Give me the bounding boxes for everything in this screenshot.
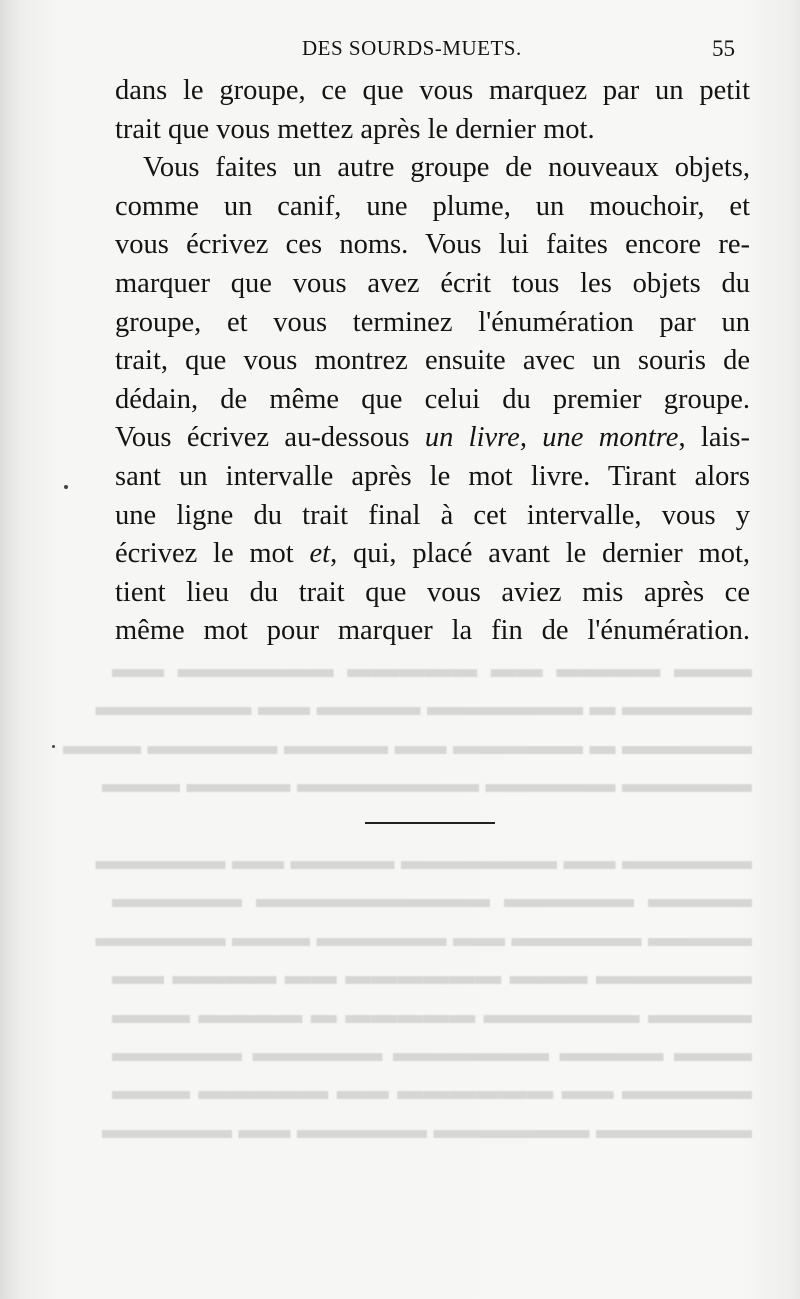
- paragraph-first-line: Vous faites un autre groupe de nouveaux objets,: [143, 152, 750, 184]
- print-speck: [52, 745, 55, 748]
- text-line: même mot pour marquer la fin de l'énumération.: [115, 615, 750, 647]
- text-line: dans le groupe, ce que vous marquez par un petit: [115, 75, 750, 106]
- text-segment: Vous écrivez au-dessous: [115, 422, 425, 454]
- text-line: marquer que vous avez écrit tous les objets du: [115, 267, 750, 299]
- text-line: trait, que vous montrez ensuite avec un souris de: [115, 345, 750, 377]
- running-head: DES SOURDS-MUETS.: [302, 36, 522, 60]
- text-line: dédain, de même que celui du premier groupe.: [115, 383, 750, 415]
- italic-segment: et: [309, 538, 331, 570]
- text-line: vous écrivez ces noms. Vous lui faites encore re-: [115, 229, 750, 261]
- text-line-with-italic: [115, 419, 750, 458]
- section-rule: [365, 822, 495, 824]
- body-text: [115, 72, 750, 651]
- page-number: 55: [712, 36, 735, 61]
- print-speck: [64, 485, 68, 489]
- italic-segment: un livre, une montre: [424, 422, 679, 454]
- text-line: comme un canif, une plume, un mouchoir, et: [115, 190, 750, 222]
- page-header: [0, 36, 800, 70]
- text-line: une ligne du trait final à cet intervalle, vous y: [115, 499, 750, 531]
- text-segment: , lais-: [678, 422, 750, 454]
- text-segment: , qui, placé avant le dernier mot,: [330, 538, 751, 570]
- text-line: sant un intervalle après le mot livre. Tirant alors: [115, 460, 750, 492]
- text-segment: écrivez le mot: [115, 538, 310, 570]
- text-line: trait que vous mettez après le dernier mot.: [115, 113, 595, 145]
- text-line: tient lieu du trait que vous aviez mis après ce: [115, 576, 750, 608]
- text-line-with-italic: [115, 535, 750, 574]
- show-through-texture: ▬▬▬ ▬▬▬▬ ▬▬ ▬▬▬▬▬ ▬▬▬▬▬▬ ▬▬ ▬▬▬▬▬ ▬ ▬▬▬▬▬▬ ▬▬▬▬ ▬▬ ▬▬▬▬▬▬ ▬▬▬▬▬ ▬ ▬▬▬▬▬ ▬▬ ▬▬▬▬ ▬▬▬▬▬ ▬▬▬ ▬▬▬▬▬ ▬▬▬▬▬ ▬▬▬▬▬▬▬ ▬▬▬▬ ▬▬▬ ▬▬▬▬▬ ▬▬ ▬▬▬▬▬▬ ▬▬▬▬ ▬▬ ▬▬▬▬▬ ▬▬▬▬ ▬▬▬▬▬ ▬▬▬▬▬▬▬▬▬ ▬▬▬▬▬ ▬▬▬▬ ▬▬▬▬▬ ▬▬ ▬▬▬▬▬ ▬▬▬ ▬▬▬▬▬ ▬▬▬▬▬▬ ▬▬▬ ▬▬▬▬▬▬ ▬▬ ▬▬▬▬ ▬▬ ▬▬▬▬ ▬▬▬▬▬▬ ▬▬▬▬▬ ▬ ▬▬▬▬ ▬▬▬ ▬▬▬ ▬▬▬▬ ▬▬▬▬▬▬ ▬▬▬▬▬ ▬▬▬▬▬ ▬▬▬▬▬ ▬▬ ▬▬▬▬▬▬ ▬▬ ▬▬▬▬▬ ▬▬▬ ▬▬▬▬▬▬ ▬▬▬▬▬▬ ▬▬▬▬▬ ▬▬ ▬▬▬▬▬: [63, 654, 752, 1144]
- text-line: groupe, et vous terminez l'énumération par un: [115, 306, 750, 338]
